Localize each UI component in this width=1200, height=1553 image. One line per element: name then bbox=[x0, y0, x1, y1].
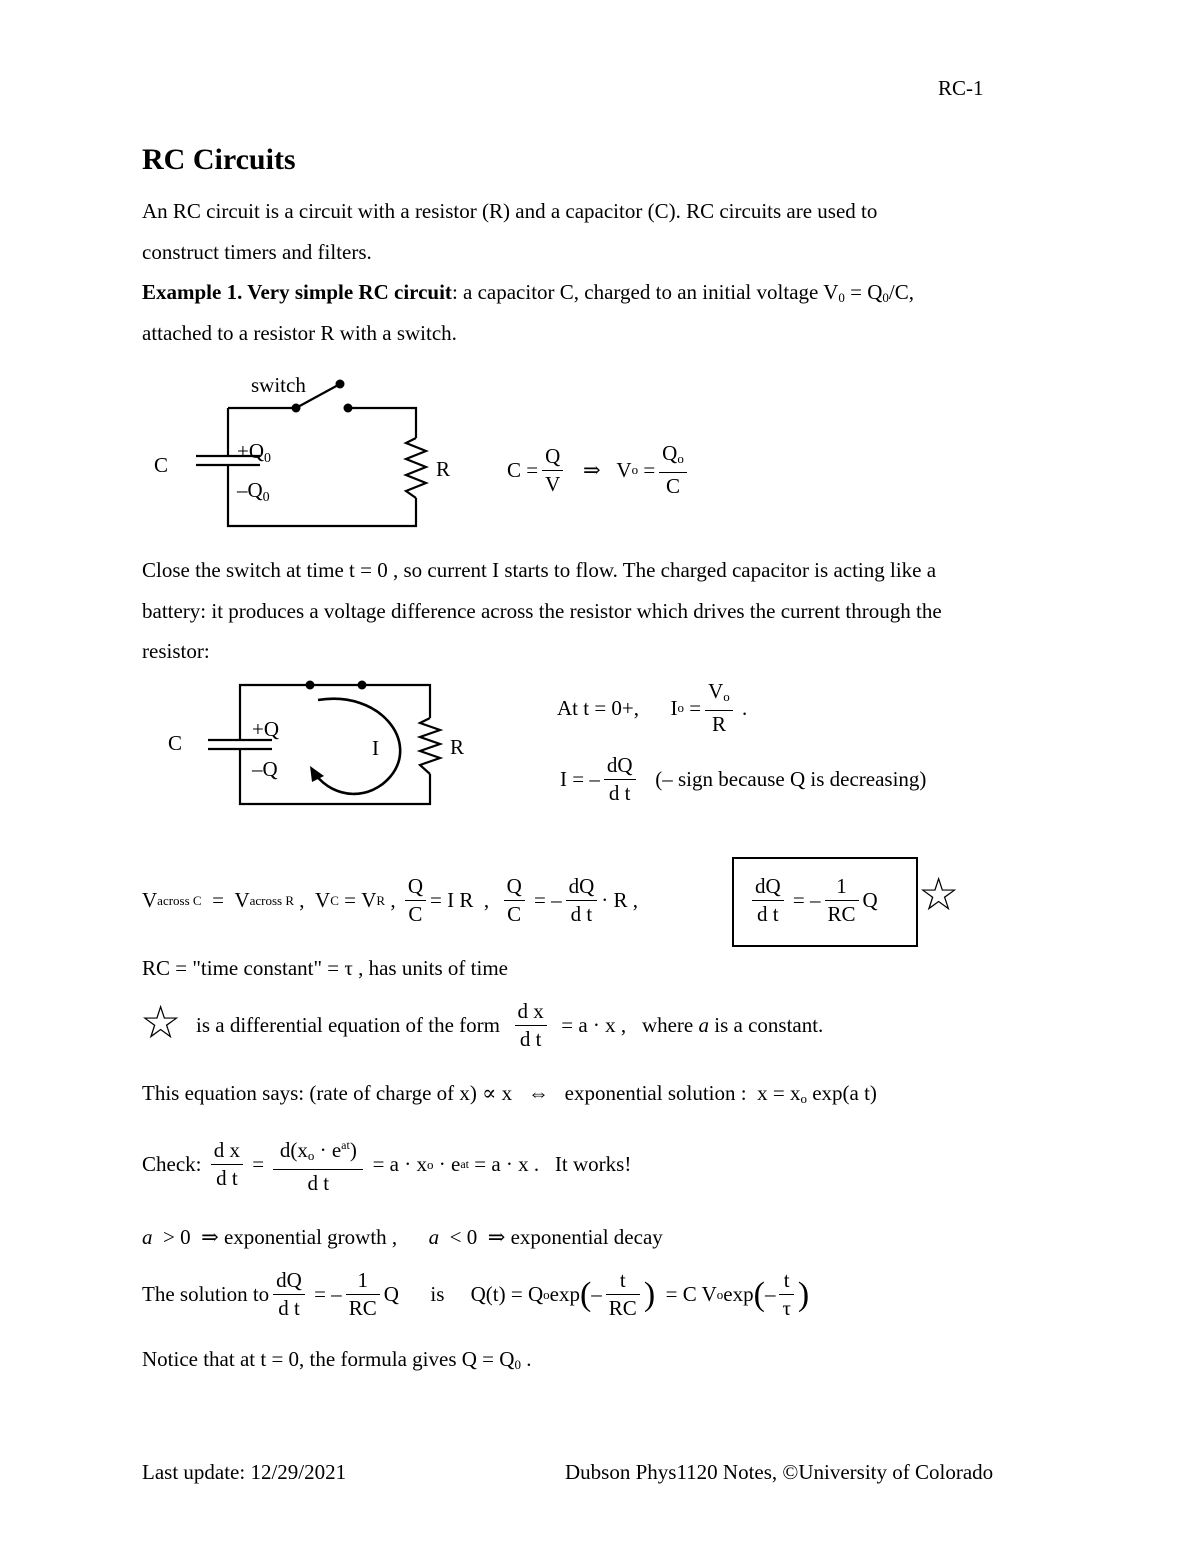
star-icon: ☆ bbox=[140, 997, 182, 1048]
footer-last-update: Last update: 12/29/2021 bbox=[142, 1460, 347, 1484]
check-equation: Check: $\frac{\text{d x}}{\text{d t}}$ = $\frac{d(x_o \cdot e^{at})}{\text{d t}}$ = a · x o · e at = a · x . It works! bbox=[142, 1132, 631, 1197]
intro-line-2: construct timers and filters. bbox=[142, 240, 372, 264]
initial-current-equation: At t = 0+, I o = $\frac{V_o}{R}$ . bbox=[557, 679, 748, 736]
resistor-label: R bbox=[450, 735, 465, 759]
notice-line: Notice that at t = 0, the formula gives $Q = Q_0$ . bbox=[142, 1347, 532, 1372]
current-label: I bbox=[372, 736, 379, 760]
para2-line-1: Close the switch at time t = 0 , so current I starts to flow. The charged capacitor is acting like a bbox=[142, 558, 937, 582]
page-title: RC Circuits bbox=[142, 143, 296, 176]
growth-decay-line: a > 0 ⇒ exponential growth , a < 0 ⇒ exponential decay bbox=[142, 1225, 663, 1249]
star-icon: ☆ bbox=[918, 869, 960, 920]
boxed-equation-content: $\frac{dQ}{\text{d t}}$ = – $\frac{1}{RC}$ Q bbox=[748, 873, 878, 928]
minus-charge-label: –Q bbox=[252, 757, 278, 781]
page-label: RC-1 bbox=[938, 76, 984, 100]
para2-line-3: resistor: bbox=[142, 639, 210, 663]
voltage-equation: V across C = V across R , V C = V R , $\frac{Q}{C}$ = I R , $\frac{Q}{C}$ = – $\frac{dQ}{\text{d t}}$ · R , bbox=[142, 874, 639, 926]
capacitance-equation: C = $\frac{Q}{V}$ ⇒ V o = $\frac{Q_o}{C}$ bbox=[507, 440, 691, 500]
capacitor-label: C bbox=[154, 453, 169, 477]
time-constant-line: RC = "time constant" = τ , has units of time bbox=[142, 956, 508, 980]
resistor-label: R bbox=[436, 457, 451, 481]
plus-charge-label: +Q bbox=[252, 717, 280, 741]
differential-equation-form: is a differential equation of the form $\frac{\text{d x}}{\text{d t}}$ = a · x , where a is a constant. bbox=[196, 999, 824, 1051]
current-equation: I = – $\frac{dQ}{\text{d t}}$ (– sign because Q is decreasing) bbox=[560, 753, 927, 805]
capacitor-label: C bbox=[168, 731, 183, 755]
example1-line-2: attached to a resistor R with a switch. bbox=[142, 321, 457, 345]
exponential-solution-line: This equation says: (rate of charge of x) ∝ x ⇔ exponential solution : $x = x_o$ exp(a t) bbox=[142, 1081, 877, 1106]
circuit-diagram-1 bbox=[140, 370, 480, 540]
minus-charge-label: –Q0 bbox=[237, 478, 270, 505]
switch-label: switch bbox=[251, 373, 306, 397]
plus-charge-label: +Q0 bbox=[237, 439, 272, 466]
footer-credit: Dubson Phys1120 Notes, ©University of Colorado bbox=[565, 1460, 994, 1484]
example1-line-1: Example 1. Very simple RC circuit: a capacitor C, charged to an initial voltage $V_0 = Q_0/C$, bbox=[142, 280, 914, 305]
para2-line-2: battery: it produces a voltage difference across the resistor which drives the current through the bbox=[142, 599, 942, 623]
example1-label: Example 1. Very simple RC circuit bbox=[142, 280, 452, 304]
solution-equation: The solution to $\frac{dQ}{\text{d t}}$ = – $\frac{1}{RC}$ Q is Q(t) = Q o exp ( – $\frac{t}{RC}$ ) = C V o exp ( – $\frac{t}{\tau}$ ) bbox=[142, 1268, 810, 1320]
intro-line-1: An RC circuit is a circuit with a resistor (R) and a capacitor (C). RC circuits are used to bbox=[142, 199, 878, 223]
circuit-diagram-2 bbox=[160, 672, 480, 822]
